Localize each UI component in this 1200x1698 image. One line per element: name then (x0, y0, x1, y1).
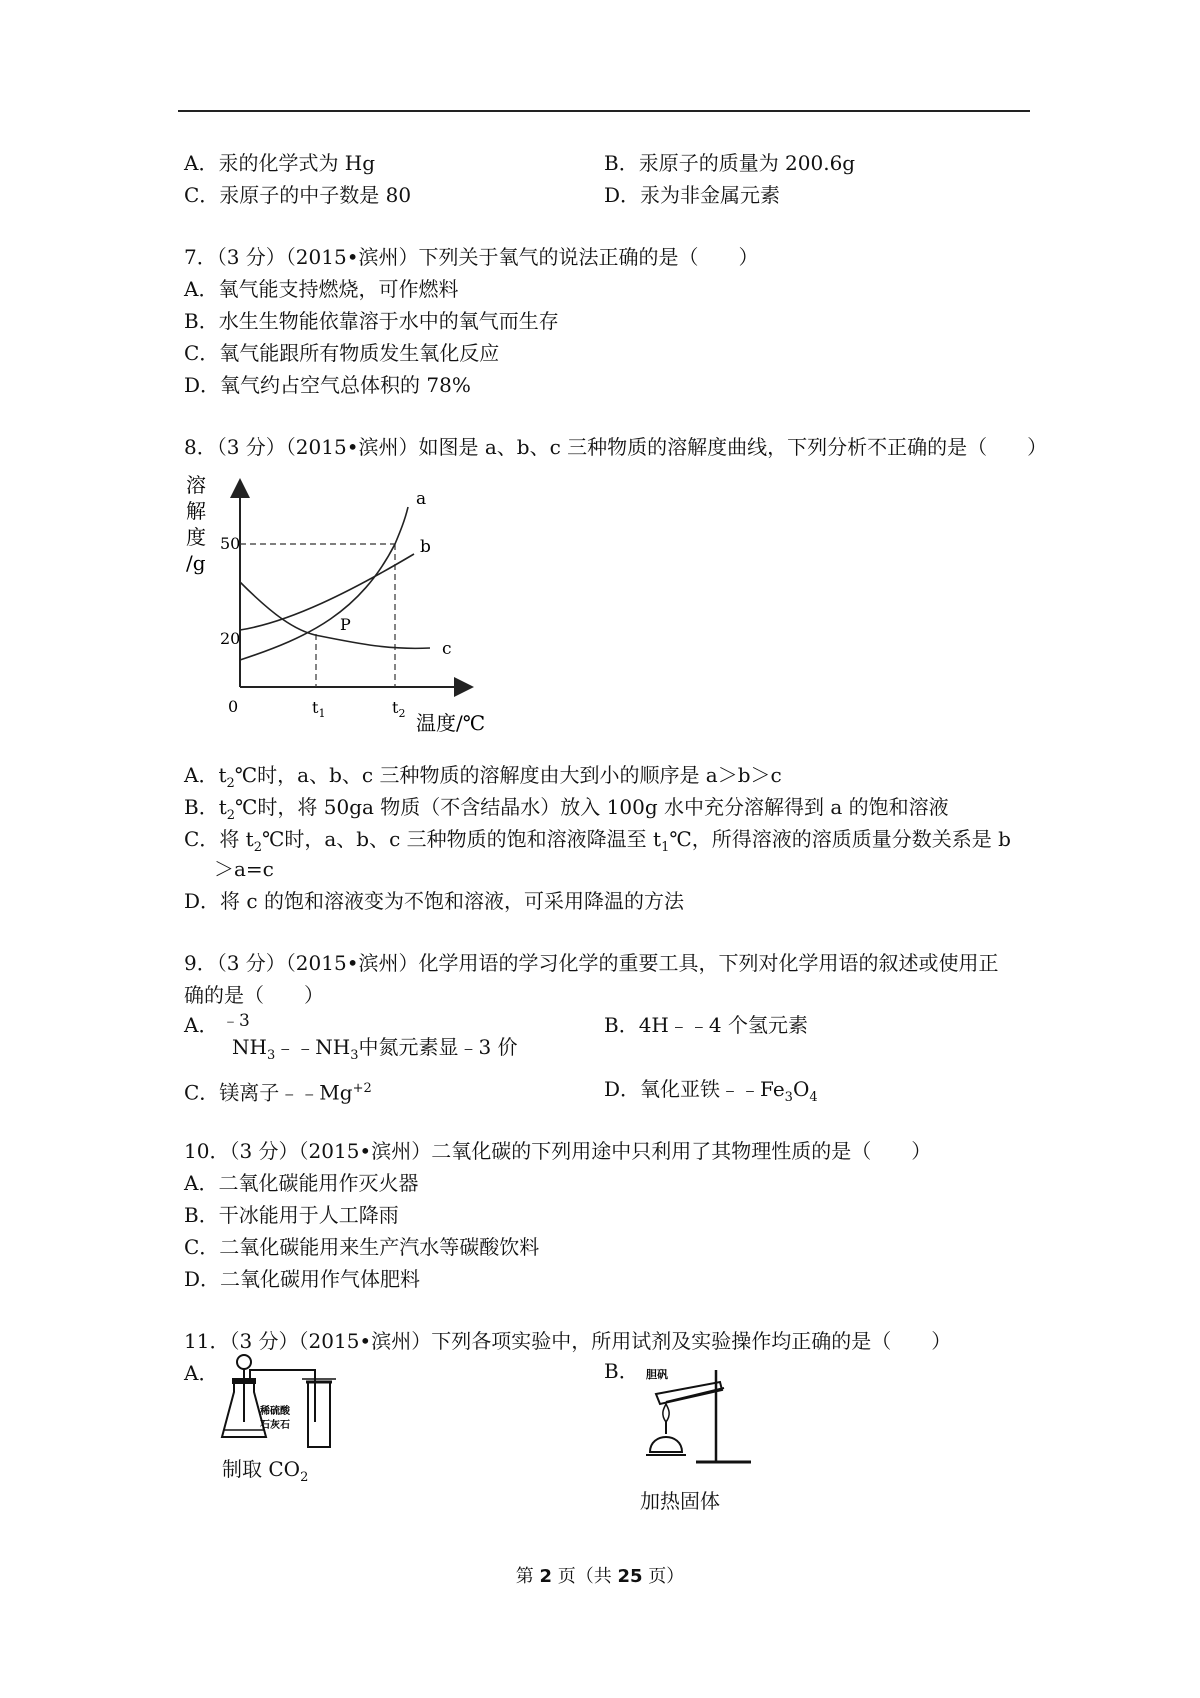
y-label-2: 解 (186, 499, 206, 523)
y-tick-50: 50 (220, 534, 241, 553)
q11-option-b-label: B． (604, 1359, 639, 1383)
q7-option-a: A．氧气能支持燃烧，可作燃料 (184, 277, 459, 301)
q10-option-a: A．二氧化碳能用作灭火器 (184, 1171, 419, 1195)
q10-option-b: B．干冰能用于人工降雨 (184, 1203, 399, 1227)
flame (663, 1404, 669, 1422)
q11-option-b-caption: 加热固体 (640, 1489, 720, 1513)
q7-option-d: D．氧气约占空气总体积的 78% (184, 373, 471, 397)
origin-label: 0 (228, 697, 239, 716)
alcohol-lamp (650, 1437, 682, 1452)
q8-option-c-line2: ＞a=c (214, 857, 274, 881)
co2-apparatus-illustration (220, 1352, 350, 1452)
q8-option-d: D．将 c 的饱和溶液变为不饱和溶液，可采用降温的方法 (184, 889, 684, 913)
test-tube (656, 1382, 722, 1404)
point-p-label: P (340, 615, 351, 634)
y-tick-20: 20 (220, 629, 241, 648)
heating-apparatus-illustration (636, 1362, 766, 1472)
funnel-bulb (237, 1355, 251, 1369)
limestone-label: 石灰石 (260, 1420, 290, 1431)
collection-bottle (308, 1382, 330, 1447)
header-rule (178, 110, 1030, 112)
dilute-sulfuric-acid-label: 稀硫酸 (260, 1406, 290, 1417)
x-label: 温度/℃ (416, 711, 486, 732)
q9-option-c: C．镁离子$﹣﹣Mg^{+2}$ (184, 1080, 372, 1105)
q9-option-b: B．4H﹣﹣4 个氢元素 (604, 1013, 808, 1037)
q6-option-d: D．汞为非金属元素 (604, 183, 781, 207)
q9-stem-line2: 确的是（ ） (184, 983, 324, 1007)
series-label-a: a (416, 489, 427, 509)
series-label-c: c (442, 639, 452, 659)
q8-option-b: B．$t_2℃$时，将 50ga 物质（不含结晶水）放入 100g 水中充分溶解得到 a 的饱和溶液 (184, 795, 949, 823)
q10-stem: 10．（3 分）（2015•滨州）二氧化碳的下列用途中只利用了其物理性质的是（ ） (184, 1139, 932, 1163)
x-tick-t1: $t_1$ (312, 698, 326, 720)
q9-option-a-formula: $NH_3﹣﹣NH_3$中氮元素显﹣3 价 (232, 1035, 518, 1063)
curve-b (240, 554, 414, 630)
q8-option-c: C．将 $t_2℃$时，a、b、c 三种物质的饱和溶液降温至 $t_1℃$，所得溶液的溶质质量分数关系是 b (184, 827, 1011, 855)
x-tick-t2: $t_2$ (392, 698, 406, 720)
q9-stem-line1: 9．（3 分）（2015•滨州）化学用语的学习化学的重要工具，下列对化学用语的叙述或使用正 (184, 951, 999, 975)
q11-option-a-label: A． (184, 1361, 219, 1385)
q6-option-a: A．汞的化学式为 Hg (184, 151, 376, 175)
q9-option-a-label: A． (184, 1013, 219, 1037)
q10-option-d: D．二氧化碳用作气体肥料 (184, 1267, 421, 1291)
y-label-1: 溶 (186, 473, 206, 497)
q6-option-c: C．汞原子的中子数是 80 (184, 183, 412, 207)
q11-option-a-caption: 制取 $CO_2$ (222, 1457, 309, 1485)
series-label-b: b (420, 537, 431, 557)
q9-option-a-charge: ﹣3 (222, 1011, 250, 1031)
q8-option-a: A．$t_2℃$时，a、b、c 三种物质的溶解度由大到小的顺序是 a＞b＞c (184, 763, 782, 791)
blue-vitriol-label: 胆矾 (646, 1368, 668, 1381)
q7-stem: 7．（3 分）（2015•滨州）下列关于氧气的说法正确的是（ ） (184, 245, 759, 269)
q11-stem: 11．（3 分）（2015•滨州）下列各项实验中，所用试剂及实验操作均正确的是（ ） (184, 1329, 952, 1353)
page-footer: 第 2 页（共 25 页） (515, 1566, 685, 1587)
q9-option-d: D．氧化亚铁$﹣﹣Fe_3O_4$ (604, 1077, 818, 1105)
q10-option-c: C．二氧化碳能用来生产汽水等碳酸饮料 (184, 1235, 540, 1259)
q8-stem: 8．（3 分）（2015•滨州）如图是 a、b、c 三种物质的溶解度曲线，下列分析不正确的是（ ） (184, 435, 1048, 459)
y-label-4: /g (186, 551, 206, 575)
solubility-chart (180, 472, 500, 732)
q7-option-b: B．水生生物能依靠溶于水中的氧气而生存 (184, 309, 559, 333)
y-label-3: 度 (186, 525, 206, 549)
q7-option-c: C．氧气能跟所有物质发生氧化反应 (184, 341, 500, 365)
q6-option-b: B．汞原子的质量为 200.6g (604, 151, 856, 175)
